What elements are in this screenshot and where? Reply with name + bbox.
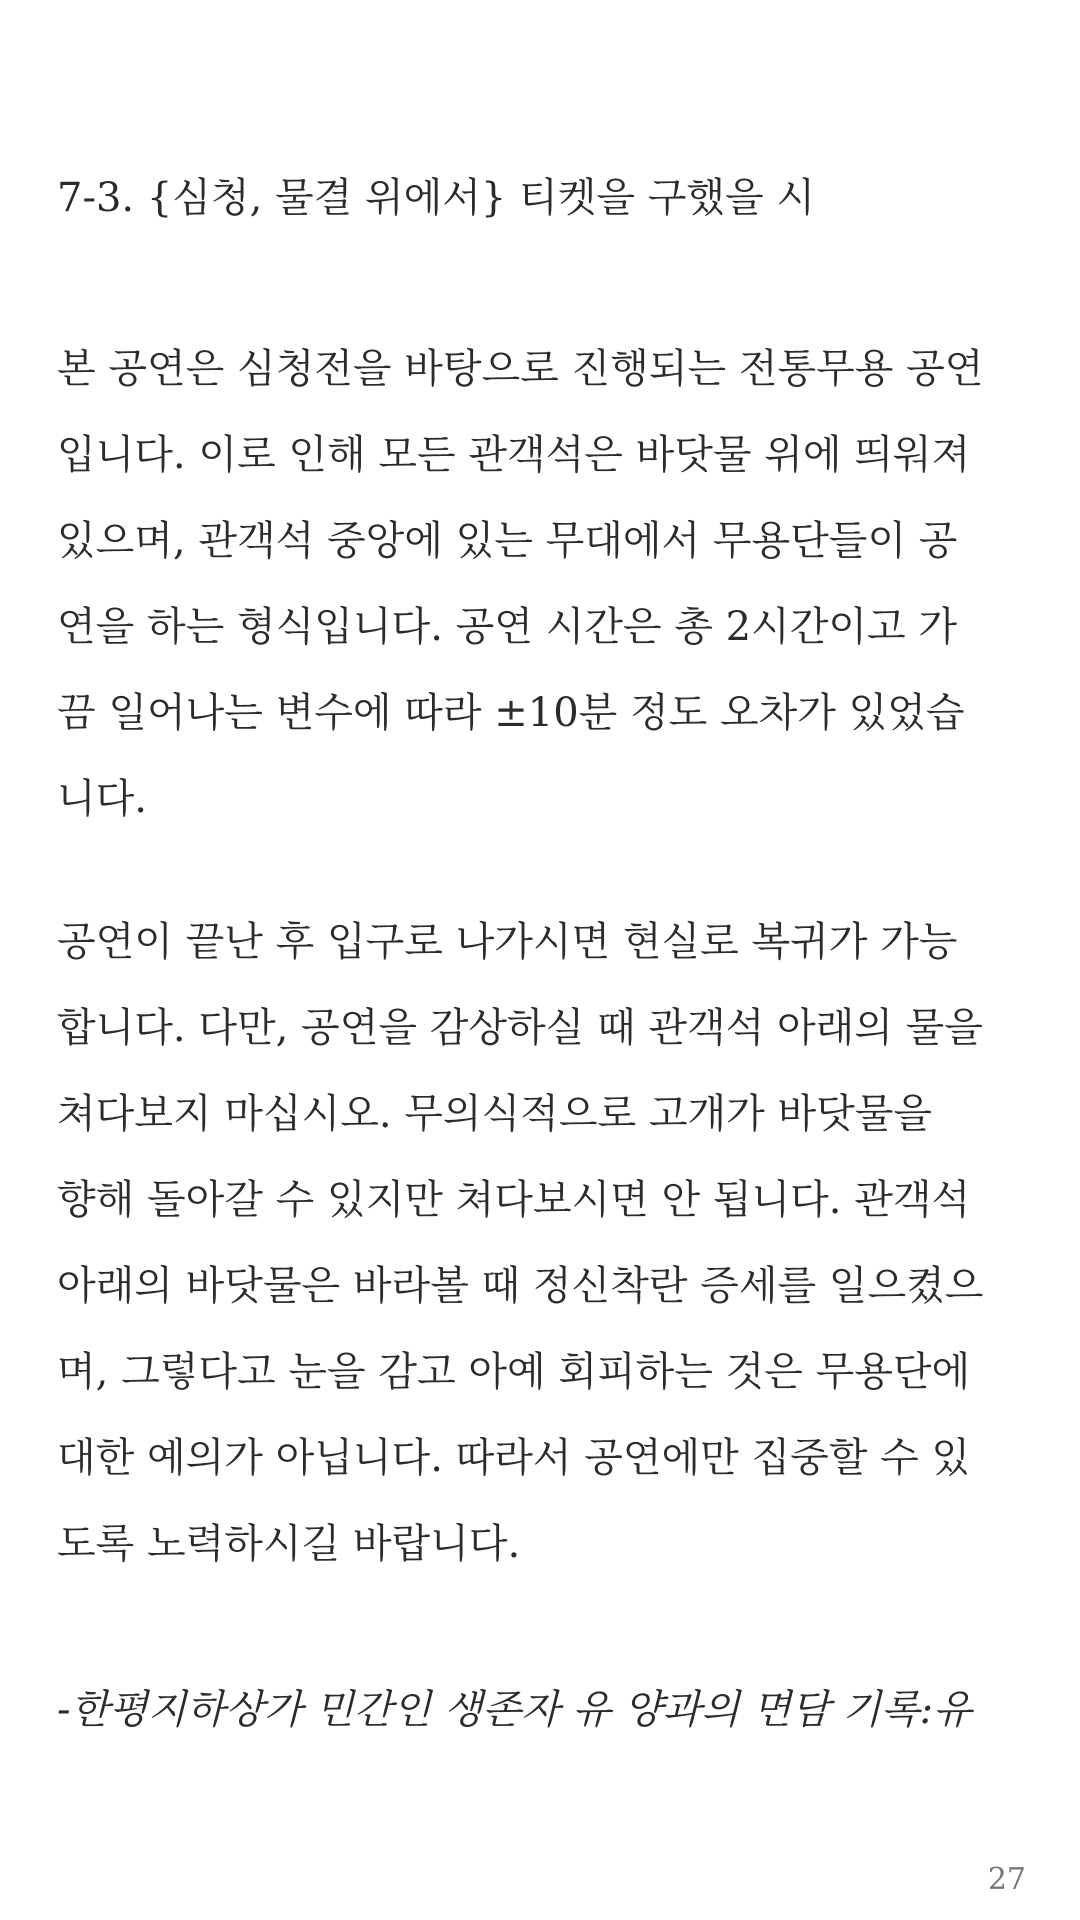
paragraph-line: 아래의 바닷물은 바라볼 때 정신착란 증세를 일으켰으	[57, 1263, 984, 1309]
paragraph-line: 입니다. 이로 인해 모든 관객석은 바닷물 위에 띄워져	[57, 432, 971, 478]
paragraph-line: 대한 예의가 아닙니다. 따라서 공연에만 집중할 수 있	[57, 1435, 971, 1481]
interview-record-quote: -한평지하상가 민간인 생존자 유 양과의 면담 기록:유	[57, 1687, 972, 1733]
paragraph-line: 있으며, 관객석 중앙에 있는 무대에서 무용단들이 공	[57, 518, 958, 564]
page-number: 27	[987, 1862, 1026, 1897]
paragraph-performance-info	[57, 326, 1037, 842]
section-heading: 7-3. {심청, 물결 위에서} 티켓을 구했을 시	[57, 175, 815, 221]
paragraph-line: 연을 하는 형식입니다. 공연 시간은 총 2시간이고 가	[57, 604, 957, 650]
paragraph-line: 공연이 끝난 후 입구로 나가시면 현실로 복귀가 가능	[57, 919, 958, 965]
paragraph-line: 니다.	[57, 776, 147, 822]
paragraph-line: 본 공연은 심청전을 바탕으로 진행되는 전통무용 공연	[57, 346, 984, 392]
paragraph-warning	[57, 899, 1037, 1587]
paragraph-line: 며, 그렇다고 눈을 감고 아예 회피하는 것은 무용단에	[57, 1349, 971, 1395]
paragraph-line: 합니다. 다만, 공연을 감상하실 때 관객석 아래의 물을	[57, 1005, 983, 1051]
paragraph-line: 도록 노력하시길 바랍니다.	[57, 1521, 521, 1567]
paragraph-line: 쳐다보지 마십시오. 무의식적으로 고개가 바닷물을	[57, 1091, 933, 1137]
paragraph-line: 향해 돌아갈 수 있지만 쳐다보시면 안 됩니다. 관객석	[57, 1177, 971, 1223]
paragraph-line: 끔 일어나는 변수에 따라 ±10분 정도 오차가 있었습	[57, 690, 965, 736]
